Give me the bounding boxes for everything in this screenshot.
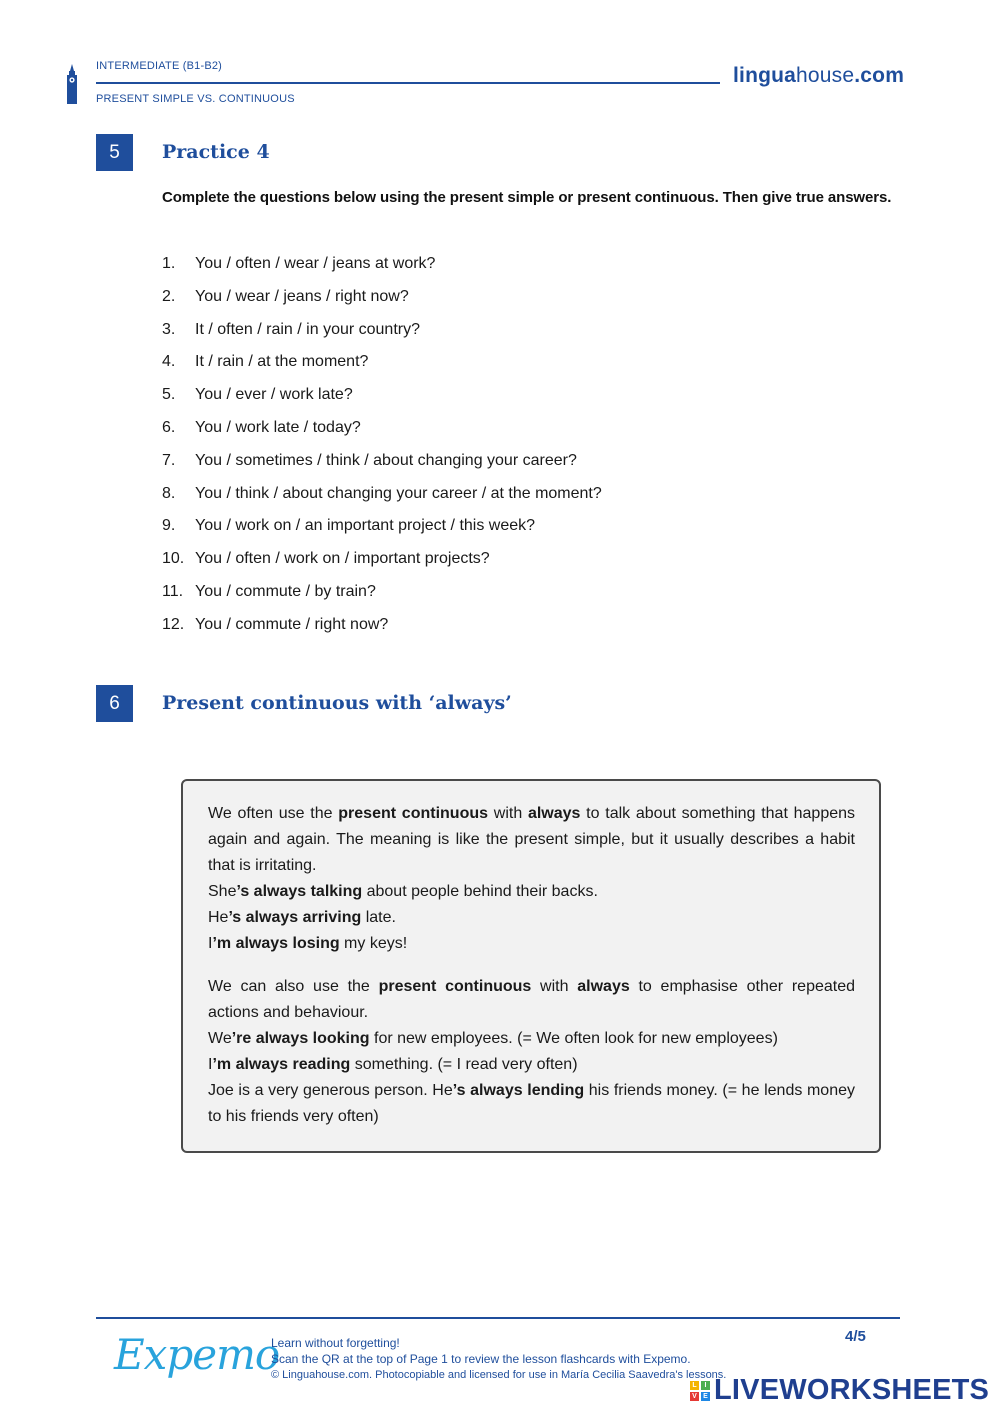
lw-letter: I [701, 1381, 710, 1390]
text-run: his friends money. (= he lends money to his friends very often) [208, 1082, 856, 1125]
section-number-5: 5 [96, 134, 133, 171]
section-title-practice-4: Practice 4 [162, 141, 270, 163]
bold-term: always [577, 978, 630, 995]
question-number: 6. [162, 418, 176, 436]
text-run: We can also use the [208, 978, 379, 995]
question-list [162, 253, 602, 647]
brand-part-tld: .com [854, 64, 905, 87]
question-text: You / often / wear / jeans at work? [195, 255, 436, 272]
grammar-paragraph-1 [208, 801, 855, 879]
section-title-always: Present continuous with ‘always’ [162, 692, 512, 714]
grammar-box [181, 779, 881, 1153]
example-sentence [208, 1078, 855, 1130]
question-item [162, 253, 602, 286]
text-run: with [531, 978, 578, 995]
footer-qr-note: Scan the QR at the top of Page 1 to review the lesson flashcards with Expemo. [271, 1352, 691, 1366]
question-item [162, 450, 602, 483]
lw-letter: L [690, 1381, 699, 1390]
question-item [162, 614, 602, 647]
lw-letter: E [701, 1392, 710, 1401]
question-text: You / work late / today? [195, 418, 361, 436]
question-item [162, 581, 602, 614]
question-text: You / think / about changing your career / at the moment? [195, 484, 602, 502]
text-run: Joe is a very generous person. He [208, 1082, 453, 1099]
topic-label: PRESENT SIMPLE VS. CONTINUOUS [96, 93, 295, 105]
question-number: 1. [162, 255, 176, 272]
bold-term: present continuous [338, 805, 489, 822]
expemo-logo[interactable]: Expemo [114, 1330, 280, 1379]
liveworksheets-mark [690, 1381, 710, 1401]
header-rule [96, 82, 720, 84]
question-number: 5. [162, 386, 176, 404]
text-run: about people behind their backs. [362, 883, 598, 900]
bold-term: ’s always talking [236, 883, 363, 900]
bold-term: always [527, 805, 581, 822]
question-number: 3. [162, 320, 176, 338]
question-number: 4. [162, 353, 176, 371]
bold-term: ’s always lending [452, 1082, 585, 1099]
text-run: late. [361, 909, 396, 926]
question-item [162, 483, 602, 516]
question-text: You / work on / an important project / this week? [195, 517, 536, 535]
footer-text [271, 1335, 726, 1383]
bold-term: ’m always losing [212, 935, 340, 952]
liveworksheets-logo[interactable] [690, 1374, 989, 1407]
text-run: I [208, 1056, 213, 1073]
question-number: 10. [162, 550, 185, 568]
question-item [162, 319, 602, 352]
question-text: You / commute / by train? [195, 582, 376, 600]
lw-letter: V [690, 1392, 699, 1401]
text-run: I [208, 935, 213, 952]
text-run: We [208, 1030, 232, 1047]
example-sentence [208, 879, 855, 905]
question-text: It / often / rain / in your country? [195, 320, 420, 338]
text-run: to talk about something that happens again and again. The meaning is like the present simple, but it usually describes a habit that is irritating. [208, 805, 856, 874]
question-item [162, 351, 602, 384]
brand-part-house: house [796, 64, 855, 87]
brand-part-lingua: lingua [733, 64, 797, 87]
question-text: You / ever / work late? [195, 386, 353, 404]
grammar-paragraph-2 [208, 974, 855, 1026]
question-item [162, 515, 602, 548]
question-item [162, 286, 602, 319]
text-run: We often use the [208, 805, 339, 822]
question-text: You / often / work on / important projects? [195, 550, 490, 568]
question-text: It / rain / at the moment? [195, 353, 369, 371]
bold-term: ’s always arriving [228, 909, 362, 926]
paragraph-gap [208, 957, 855, 974]
big-ben-icon [64, 64, 80, 104]
text-run: my keys! [339, 935, 408, 952]
text-run: to emphasise other repeated actions and behaviour. [208, 978, 856, 1021]
example-sentence [208, 1052, 855, 1078]
footer-tagline: Learn without forgetting! [271, 1336, 400, 1350]
section-number-6: 6 [96, 685, 133, 722]
text-run: She [208, 883, 237, 900]
page-number: 4/5 [845, 1328, 866, 1345]
question-number: 7. [162, 451, 176, 469]
level-label: INTERMEDIATE (B1-B2) [96, 60, 223, 72]
example-sentence [208, 931, 855, 957]
text-run: with [488, 805, 528, 822]
question-item [162, 384, 602, 417]
question-number: 12. [162, 615, 185, 633]
example-sentence [208, 905, 855, 931]
question-number: 8. [162, 484, 176, 502]
footer-rule [96, 1317, 900, 1319]
text-run: for new employees. (= We often look for new employees) [369, 1030, 778, 1047]
question-text: You / sometimes / think / about changing your career? [195, 451, 577, 469]
question-item [162, 548, 602, 581]
question-number: 11. [162, 582, 184, 600]
bold-term: ’re always looking [231, 1030, 370, 1047]
question-text: You / wear / jeans / right now? [195, 287, 409, 305]
brand-logo[interactable] [733, 64, 904, 88]
instructions: Complete the questions below using the present simple or present continuous. Then give true answers. [162, 189, 892, 206]
bold-term: ’m always reading [212, 1056, 351, 1073]
question-text: You / commute / right now? [195, 615, 389, 633]
example-sentence [208, 1026, 855, 1052]
bold-term: present continuous [378, 978, 532, 995]
footer-copyright: © Linguahouse.com. Photocopiable and licensed for use in María Cecilia Saavedra's lessons. [271, 1369, 727, 1381]
question-number: 2. [162, 287, 176, 305]
question-number: 9. [162, 517, 176, 535]
liveworksheets-wordmark: LIVEWORKSHEETS [714, 1374, 990, 1406]
text-run: He [208, 909, 229, 926]
text-run: something. (= I read very often) [350, 1056, 578, 1073]
question-item [162, 417, 602, 450]
